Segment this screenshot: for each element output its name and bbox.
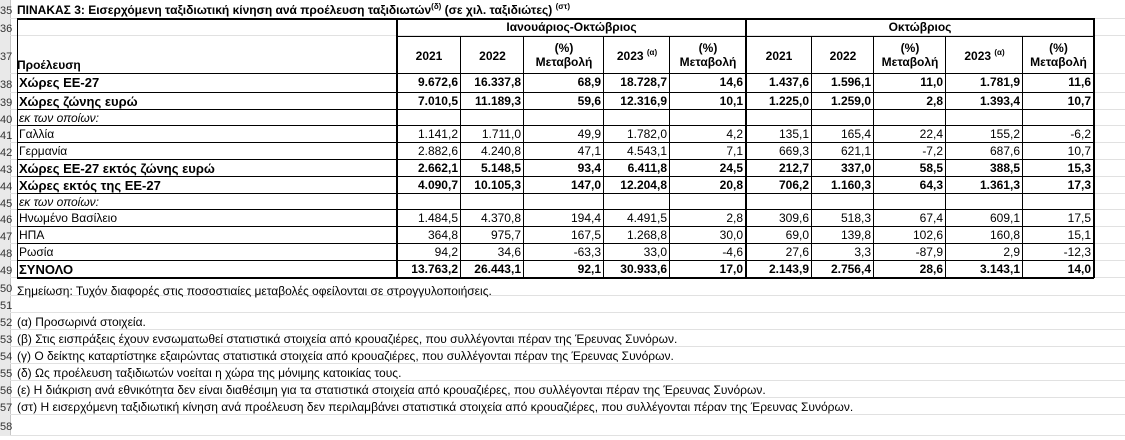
table-cell[interactable]: 17,3 (1067, 178, 1091, 192)
row-header[interactable] (0, 19, 11, 36)
table-cell[interactable]: 10,7 (1067, 144, 1091, 158)
table-cell[interactable]: 1.782,0 (626, 127, 667, 141)
table-cell[interactable]: 2.662,1 (417, 161, 458, 175)
row-number: 39 (0, 97, 13, 109)
row-number: 52 (0, 317, 13, 329)
col-header-2021[interactable]: 2021 (415, 49, 443, 63)
table-cell[interactable]: 4.491,5 (626, 211, 667, 225)
table-cell[interactable]: 14,6 (719, 75, 743, 89)
table-cell[interactable]: 621,1 (840, 144, 871, 158)
row-label[interactable]: εκ των οποίων: (19, 111, 99, 125)
row-label[interactable]: Γερμανία (19, 144, 68, 158)
row-header[interactable] (0, 0, 11, 19)
row-header[interactable] (0, 227, 11, 244)
table-cell[interactable]: 1.781,9 (979, 75, 1020, 89)
row-header[interactable] (0, 296, 11, 313)
table-cell[interactable]: 147,0 (570, 178, 601, 192)
table-cell[interactable]: 94,2 (434, 245, 458, 259)
table-cell[interactable]: 687,6 (989, 144, 1020, 158)
col-header-change[interactable]: Μεταβολή (1030, 55, 1087, 69)
table-cell[interactable]: 26.443,1 (474, 262, 521, 276)
table-cell[interactable]: 17,0 (719, 262, 743, 276)
row-number: 38 (0, 79, 13, 91)
table-cell[interactable]: 1.259,0 (830, 94, 871, 108)
row-header[interactable] (0, 313, 11, 330)
row-header[interactable] (0, 36, 11, 74)
table-cell[interactable]: 1.225,0 (768, 94, 809, 108)
row-number: 42 (0, 147, 13, 159)
table-cell[interactable]: 17,5 (1067, 211, 1091, 225)
col-header-year: 2023 (616, 49, 644, 63)
row-label[interactable]: ΣΥΝΟΛΟ (19, 262, 74, 277)
row-header[interactable] (0, 177, 11, 194)
table-cell[interactable]: 92,1 (577, 262, 601, 276)
table-cell[interactable]: 1.393,4 (979, 94, 1020, 108)
table-cell[interactable]: 9.672,6 (417, 75, 458, 89)
table-cell[interactable]: 2.882,6 (417, 144, 458, 158)
table-cell[interactable]: 67,4 (919, 211, 943, 225)
table-cell[interactable]: 12.316,9 (620, 94, 667, 108)
table-cell[interactable]: 93,4 (577, 161, 601, 175)
col-header-year-sup: (α) (646, 48, 658, 57)
table-cell[interactable]: 4.543,1 (626, 144, 667, 158)
col-header-change[interactable]: Μεταβολή (881, 55, 939, 69)
table-cell[interactable]: 12.204,8 (620, 178, 667, 192)
row-number: 37 (0, 51, 13, 63)
table-cell[interactable]: 609,1 (989, 211, 1020, 225)
table-cell[interactable]: 47,1 (577, 144, 601, 158)
table-cell[interactable]: 4,2 (726, 127, 743, 141)
col-header-pct-symbol[interactable]: (%) (1049, 41, 1068, 55)
table-cell[interactable]: 15,1 (1067, 228, 1091, 242)
table-cell[interactable]: 309,6 (778, 211, 809, 225)
row-header[interactable] (0, 347, 11, 364)
row-label[interactable]: εκ των οποίων: (19, 195, 99, 209)
title-unit-sup: (στ) (555, 2, 570, 11)
table-cell[interactable]: 102,6 (912, 228, 943, 242)
table-cell[interactable]: 1.484,5 (417, 211, 458, 225)
row-number: 43 (0, 164, 13, 176)
table-cell[interactable]: 1.361,3 (979, 178, 1020, 192)
row-header[interactable] (0, 415, 11, 436)
row-header[interactable] (0, 330, 11, 347)
table-cell[interactable]: 4.370,8 (480, 211, 521, 225)
footnote[interactable]: (α) Προσωρινά στοιχεία. (17, 315, 146, 329)
table-cell[interactable]: 364,8 (427, 228, 458, 242)
table-cell[interactable]: 388,5 (989, 161, 1020, 175)
table-title[interactable] (17, 2, 570, 19)
table-cell[interactable]: 11,6 (1068, 75, 1091, 89)
table-cell[interactable]: 11,0 (920, 75, 943, 89)
table-cell[interactable]: 22,4 (919, 127, 943, 141)
row-header[interactable] (0, 244, 11, 261)
row-header[interactable] (0, 74, 11, 93)
table-cell[interactable]: 33,0 (643, 245, 667, 259)
table-cell[interactable]: 20,8 (719, 178, 743, 192)
row-number: 48 (0, 248, 13, 260)
table-cell[interactable]: 59,6 (577, 94, 601, 108)
col-header-pct-symbol[interactable]: (%) (554, 41, 574, 55)
table-cell[interactable]: 4.240,8 (480, 144, 521, 158)
table-cell[interactable]: 135,1 (778, 127, 809, 141)
footnote[interactable]: (ε) Η διάκριση ανά εθνικότητα δεν είναι διαθέσιμη για τα στατιστικά στοιχεία από κρουαζιέρες, που συλλέγονται πέραν της Έρευνας Συνόρων. (17, 383, 766, 397)
col-header-pct-symbol[interactable]: (%) (698, 41, 718, 55)
col-header-year: 2023 (964, 49, 992, 63)
table-cell[interactable]: 155,2 (989, 127, 1020, 141)
rounding-note[interactable]: Σημείωση: Τυχόν διαφορές στις ποσοστιαίες μεταβολές οφείλονται σε στρογγυλοποιήσεις. (17, 284, 492, 298)
table-cell[interactable]: 18.728,7 (620, 75, 667, 89)
table-cell[interactable]: 2,9 (1003, 245, 1020, 259)
table-cell[interactable]: 28,6 (919, 262, 943, 276)
table-cell[interactable]: -12,3 (1063, 245, 1091, 259)
row-header[interactable] (0, 93, 11, 110)
table-cell[interactable]: 34,6 (497, 245, 521, 259)
row-label[interactable]: Χώρες ΕΕ-27 (19, 75, 100, 90)
row-number: 40 (0, 114, 13, 126)
col-header-change[interactable]: Μεταβολή (679, 55, 737, 69)
table-cell[interactable]: 1.141,2 (417, 127, 458, 141)
row-header[interactable] (0, 110, 11, 126)
row-header[interactable] (0, 194, 11, 210)
col-header-change[interactable]: Μεταβολή (535, 55, 593, 69)
row-label[interactable]: Χώρες εκτός της ΕΕ-27 (19, 178, 161, 193)
table-cell[interactable]: 167,5 (570, 228, 601, 242)
table-cell[interactable]: 337,0 (840, 161, 871, 175)
table-cell[interactable]: 5.148,5 (480, 161, 521, 175)
table-cell[interactable]: 2,8 (926, 94, 943, 108)
table-cell[interactable]: 165,4 (840, 127, 871, 141)
row-number: 58 (0, 421, 13, 433)
row-number: 53 (0, 334, 13, 346)
gridline (10, 312, 1125, 313)
row-label[interactable]: Χώρες ΕΕ-27 εκτός ζώνης ευρώ (19, 161, 215, 176)
row-header[interactable] (0, 364, 11, 381)
table-cell[interactable]: 2,8 (726, 211, 743, 225)
row-number: 36 (0, 23, 13, 35)
table-cell[interactable]: 13.763,2 (411, 262, 458, 276)
gridline (10, 329, 1125, 330)
row-label[interactable]: ΗΠΑ (19, 228, 45, 242)
title-sup: (δ) (431, 2, 442, 11)
table-cell[interactable]: 68,9 (577, 75, 601, 89)
col-header-2022[interactable]: 2022 (479, 49, 506, 63)
footnote[interactable]: (δ) Ως προέλευση ταξιδιωτών νοείται η χώρα της μόνιμης κατοικίας τους. (17, 366, 402, 380)
row-number: 41 (0, 130, 13, 142)
table-cell[interactable]: 64,3 (919, 178, 943, 192)
row-number: 54 (0, 351, 13, 363)
table-cell[interactable]: 139,8 (840, 228, 871, 242)
origin-header[interactable]: Προέλευση (17, 58, 81, 72)
footnote[interactable]: (γ) Ο δείκτης καταρτίστηκε εξαιρώντας στατιστικά στοιχεία από κρουαζιέρες, που συλλέγονται πέραν της Έρευνας Συνόρων. (17, 349, 674, 363)
title-unit: (σε χιλ. ταξιδιώτες) (441, 3, 553, 17)
col-header-2021[interactable]: 2021 (765, 49, 793, 63)
table-cell[interactable]: 6.411,8 (627, 161, 667, 175)
title-text: ΠΙΝΑΚΑΣ 3: Εισερχόμενη ταξιδιωτική κίνηση ανά προέλευση ταξιδιωτών (17, 3, 432, 17)
col-header-pct-symbol[interactable]: (%) (900, 41, 920, 55)
table-cell[interactable]: 518,3 (840, 211, 871, 225)
table-cell[interactable]: -6,2 (1070, 127, 1091, 141)
row-header[interactable] (0, 278, 11, 296)
table-cell[interactable]: -87,9 (915, 245, 943, 259)
table-cell[interactable]: 706,2 (778, 178, 809, 192)
gridline (10, 435, 1125, 436)
footnote[interactable]: (β) Στις εισπράξεις έχουν ενσωματωθεί στατιστικά στοιχεία από κρουαζιέρες, που συλλέγονται πέραν της Έρευνας Συνόρων. (17, 332, 678, 346)
table-cell[interactable]: 975,7 (490, 228, 521, 242)
table-cell[interactable]: 10,7 (1067, 94, 1091, 108)
row-header[interactable] (0, 126, 11, 143)
table-cell[interactable]: 30.933,6 (620, 262, 667, 276)
table-cell[interactable]: -4,6 (722, 245, 743, 259)
table-cell[interactable]: 24,5 (719, 161, 743, 175)
row-label[interactable]: Γαλλία (19, 127, 55, 141)
row-header[interactable] (0, 261, 11, 278)
footnote[interactable]: (στ) Η εισερχόμενη ταξιδιωτική κίνηση ανά προέλευση δεν περιλαμβάνει στατιστικά στοιχεία από κρουαζιέρες, που συλλέγονται πέραν της Έρευνας Συνόρων. (17, 400, 854, 414)
row-number: 56 (0, 385, 13, 397)
table-cell[interactable]: 69,0 (785, 228, 809, 242)
row-number: 44 (0, 181, 13, 193)
row-number: 47 (0, 231, 13, 243)
table-cell[interactable]: 10.105,3 (474, 178, 521, 192)
table-cell[interactable]: 1.596,1 (830, 75, 871, 89)
col-header-2022[interactable]: 2022 (829, 49, 857, 63)
table-cell[interactable]: 1.437,6 (768, 75, 809, 89)
row-number: 50 (0, 283, 13, 295)
table-cell[interactable]: -7,2 (922, 144, 943, 158)
row-header[interactable] (0, 160, 11, 177)
row-header[interactable] (0, 210, 11, 227)
table-cell[interactable]: 58,5 (919, 161, 943, 175)
row-number: 46 (0, 214, 13, 226)
row-number: 51 (0, 300, 13, 312)
group-header-oct[interactable]: Οκτώβριος (888, 20, 952, 34)
table-cell[interactable]: -63,3 (573, 245, 601, 259)
table-cell[interactable]: 14,0 (1067, 262, 1091, 276)
table-cell[interactable]: 194,4 (570, 211, 601, 225)
row-header[interactable] (0, 381, 11, 398)
row-label[interactable]: Ηνωμένο Βασίλειο (19, 211, 118, 225)
row-number: 35 (0, 5, 13, 17)
col-header-2023[interactable] (604, 50, 670, 63)
table-cell[interactable]: 212,7 (778, 161, 809, 175)
col-header-2023[interactable] (946, 50, 1023, 63)
row-label[interactable]: Χώρες ζώνης ευρώ (19, 94, 138, 109)
table-cell[interactable]: 16.337,8 (474, 75, 521, 89)
table-cell[interactable]: 7,1 (726, 144, 743, 158)
table-cell[interactable]: 7.010,5 (417, 94, 458, 108)
table-cell[interactable]: 669,3 (778, 144, 809, 158)
table-cell[interactable]: 49,9 (577, 127, 601, 141)
table-cell[interactable]: 1.711,0 (481, 127, 521, 141)
row-number: 57 (0, 402, 13, 414)
table-cell[interactable]: 11.189,3 (474, 94, 521, 108)
table-cell[interactable]: 2.143,9 (768, 262, 809, 276)
table-cell[interactable]: 3.143,1 (979, 262, 1020, 276)
table-cell[interactable]: 4.090,7 (417, 178, 458, 192)
row-header[interactable] (0, 398, 11, 415)
table-cell[interactable]: 2.756,4 (830, 262, 871, 276)
row-header[interactable] (0, 143, 11, 160)
table-cell[interactable]: 1.160,3 (830, 178, 871, 192)
table-cell[interactable]: 15,3 (1067, 161, 1091, 175)
row-label[interactable]: Ρωσία (19, 245, 54, 259)
table-cell[interactable]: 30,0 (719, 228, 743, 242)
table-cell[interactable]: 3,3 (854, 245, 871, 259)
table-cell[interactable]: 1.268,8 (626, 228, 667, 242)
row-number: 45 (0, 198, 13, 210)
table-cell[interactable]: 27,6 (785, 245, 809, 259)
col-header-year-sup: (α) (994, 48, 1005, 57)
group-header-jan-oct[interactable]: Ιανουάριος-Οκτώβριος (506, 20, 637, 34)
table-cell[interactable]: 160,8 (989, 228, 1020, 242)
table-cell[interactable]: 10,1 (719, 94, 743, 108)
row-number: 55 (0, 368, 13, 380)
row-number: 49 (0, 265, 13, 277)
